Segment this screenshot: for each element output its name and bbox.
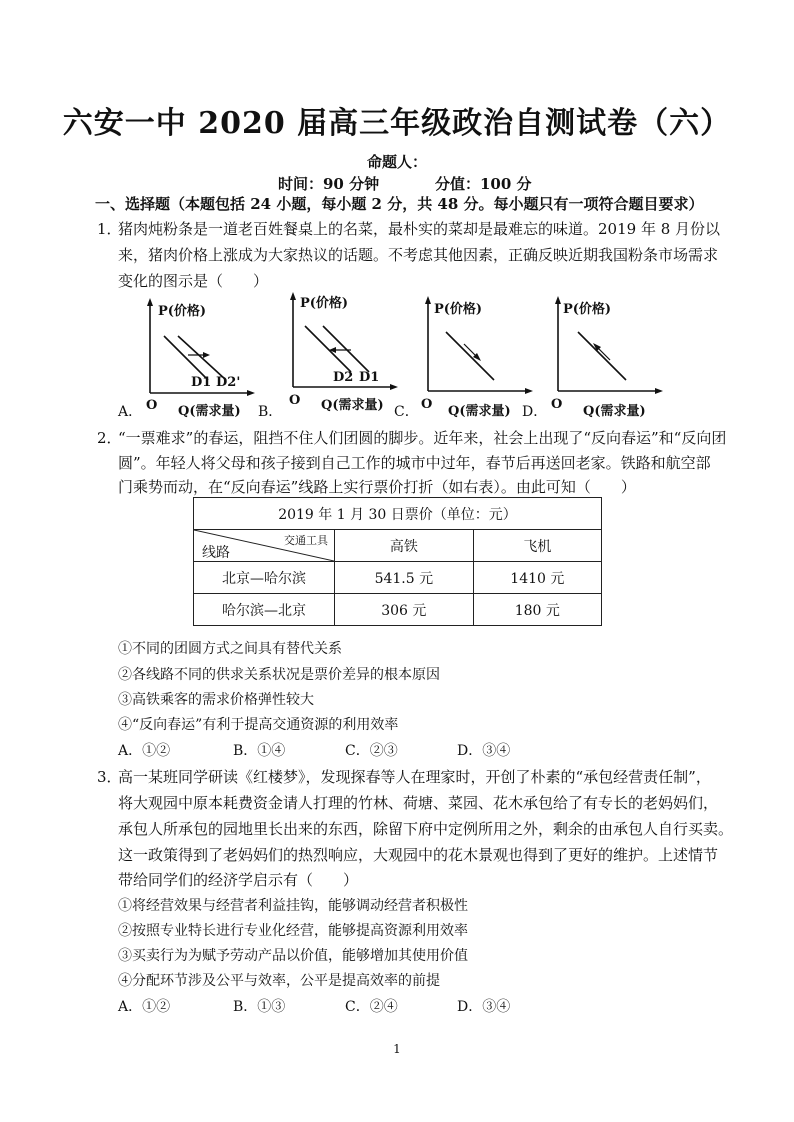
question-3-line-5: 带给同学们的经济学启示有（ ） — [118, 871, 359, 889]
graph-d-letter: D． — [522, 404, 548, 420]
graph-b-letter: B． — [258, 404, 283, 420]
question-1-line-1: 猪肉炖粉条是一道老百姓餐桌上的名菜，最朴实的菜却是最难忘的味道。2019 年 8 月份以 — [118, 220, 721, 238]
rail-price-cell: 541.5 元 — [335, 562, 474, 594]
air-price-cell: 180 元 — [473, 594, 601, 626]
author-line: 命题人： — [366, 153, 427, 171]
exam-title: 六安一中 2020 届高三年级政治自测试卷（六） — [62, 106, 732, 141]
graph-a-origin: O — [146, 398, 158, 413]
graph-a-p-label: P(价格) — [158, 304, 207, 319]
route-cell: 北京—哈尔滨 — [194, 562, 335, 594]
graph-c-q-label: Q(需求量) — [448, 404, 511, 419]
question-2-answer-a: A．①② — [118, 743, 171, 759]
question-3-answer-b: B．①③ — [233, 999, 286, 1015]
graph-b-curve-2: D1 — [359, 370, 380, 385]
graph-d-origin: O — [551, 397, 563, 412]
table-row — [194, 594, 602, 626]
time-line: 时间：90 分钟 — [278, 175, 380, 193]
question-2-statement-2: ②各线路不同的供求关系状况是票价差异的根本原因 — [118, 667, 440, 683]
question-2-answer-b: B．①④ — [233, 743, 286, 759]
graph-b-origin: O — [289, 393, 301, 408]
question-3-line-4: 这一政策得到了老妈妈们的热烈响应，大观园中的花木景观也得到了更好的维护。上述情节 — [118, 846, 719, 864]
graph-b-q-label: Q(需求量) — [321, 398, 384, 413]
question-1-line-3: 变化的图示是（ ） — [118, 272, 269, 290]
question-3-statement-3: ③买卖行为为赋予劳动产品以价值，能够增加其使用价值 — [118, 948, 468, 964]
question-2-line-2: 圆”。年轻人将父母和孩子接到自己工作的城市中过年，春节后再送回老家。铁路和航空部 — [118, 454, 711, 472]
rail-price-cell: 306 元 — [335, 594, 474, 626]
graph-c-p-label: P(价格) — [434, 302, 483, 317]
question-3-statement-4: ④分配环节涉及公平与效率，公平是提高效率的前提 — [118, 973, 440, 989]
table-corner-cell — [194, 530, 335, 562]
score-line: 分值：100 分 — [435, 175, 532, 193]
graph-c-letter: C． — [394, 404, 419, 420]
question-number-1: 1． — [97, 220, 122, 238]
question-3-answer-d: D．③④ — [457, 999, 511, 1015]
question-number-2: 2． — [97, 429, 122, 447]
graph-b-curve-1: D2 — [333, 370, 354, 385]
question-3-line-1: 高一某班同学研读《红楼梦》，发现探春等人在理家时，开创了朴素的“承包经营责任制”， — [118, 768, 711, 786]
question-3-statement-2: ②按照专业特长进行专业化经营，能够提高资源利用效率 — [118, 923, 468, 939]
header-rail: 高铁 — [335, 530, 474, 562]
graph-d-p-label: P(价格) — [563, 302, 612, 317]
question-3-statement-1: ①将经营效果与经营者利益挂钩，能够调动经营者积极性 — [118, 898, 468, 914]
corner-row-label: 线路 — [202, 545, 230, 561]
question-2-answer-d: D．③④ — [457, 743, 511, 759]
header-air: 飞机 — [473, 530, 601, 562]
question-2-answer-c: C．②③ — [345, 743, 398, 759]
table-caption: 2019 年 1 月 30 日票价（单位：元） — [194, 498, 602, 530]
section-heading: 一、选择题（本题包括 24 小题，每小题 2 分，共 48 分。每小题只有一项符合题目要求） — [95, 195, 704, 213]
question-2-statement-4: ④“反向春运”有利于提高交通资源的利用效率 — [118, 717, 399, 733]
route-cell: 哈尔滨—北京 — [194, 594, 335, 626]
air-price-cell: 1410 元 — [473, 562, 601, 594]
ticket-price-table — [193, 497, 602, 626]
graph-a-curve-1: D1 — [191, 375, 212, 390]
graph-a-q-label: Q(需求量) — [178, 404, 241, 419]
graph-d-q-label: Q(需求量) — [583, 404, 646, 419]
graph-c-origin: O — [421, 397, 433, 412]
question-2-line-3: 门乘势而动，在“反向春运”线路上实行票价打折（如右表）。由此可知（ ） — [118, 478, 636, 496]
question-3-line-3: 承包人所承包的园地里长出来的东西，除留下府中定例所用之外，剩余的由承包人自行买卖。 — [118, 820, 734, 838]
question-2-statement-1: ①不同的团圆方式之间具有替代关系 — [118, 641, 342, 657]
question-3-line-2: 将大观园中原本耗费资金请人打理的竹林、荷塘、菜园、花木承包给了有专长的老妈妈们， — [118, 794, 719, 812]
page-number: 1 — [393, 1042, 401, 1056]
question-1-line-2: 来，猪肉价格上涨成为大家热议的话题。不考虑其他因素，正确反映近期我国粉条市场需求 — [118, 246, 719, 264]
question-3-answer-a: A．①② — [118, 999, 171, 1015]
question-2-statement-3: ③高铁乘客的需求价格弹性较大 — [118, 692, 314, 708]
question-3-answer-c: C．②④ — [345, 999, 398, 1015]
graph-b-p-label: P(价格) — [300, 296, 349, 311]
corner-col-label: 交通工具 — [284, 534, 328, 547]
graph-a-letter: A． — [118, 404, 143, 420]
graph-a-curve-2: D2' — [216, 375, 241, 390]
question-2-line-1: “一票难求”的春运，阻挡不住人们团圆的脚步。近年来，社会上出现了“反向春运”和“反向团 — [118, 429, 727, 447]
table-row — [194, 562, 602, 594]
question-number-3: 3． — [97, 768, 122, 786]
